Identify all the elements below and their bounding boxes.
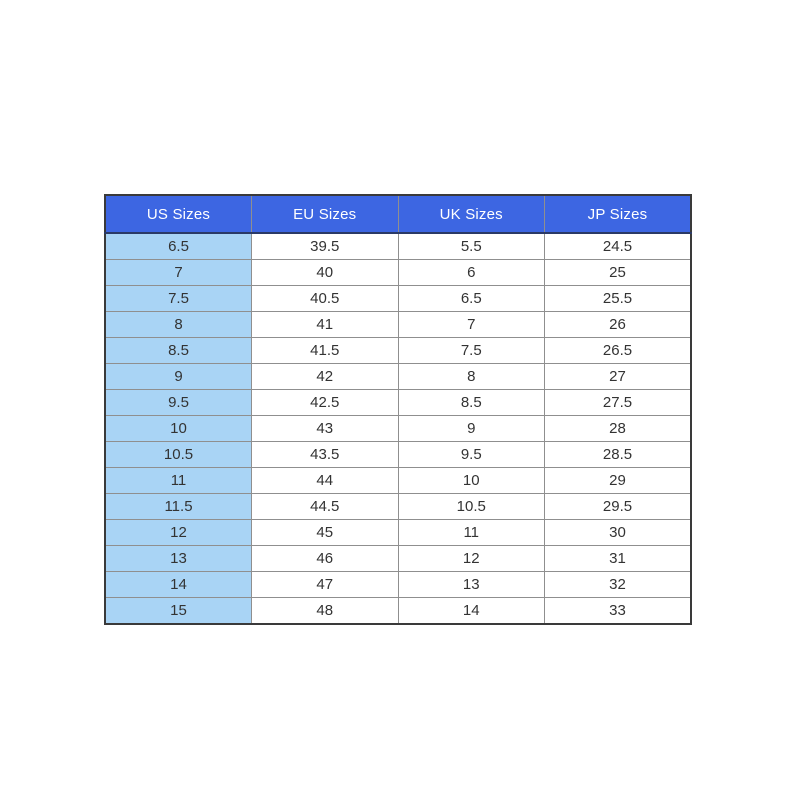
table-cell: 13 [105, 546, 252, 572]
table-cell: 15 [105, 598, 252, 625]
table-row [105, 364, 691, 390]
table-row [105, 546, 691, 572]
table-cell: 25 [545, 260, 692, 286]
table-cell: 7.5 [105, 286, 252, 312]
table-cell: 7 [398, 312, 545, 338]
table-cell: 8 [398, 364, 545, 390]
table-cell: 40 [252, 260, 399, 286]
table-cell: 6.5 [398, 286, 545, 312]
table-cell: 44.5 [252, 494, 399, 520]
table-cell: 43 [252, 416, 399, 442]
table-cell: 8.5 [105, 338, 252, 364]
table-cell: 47 [252, 572, 399, 598]
table-row [105, 416, 691, 442]
table-cell: 45 [252, 520, 399, 546]
size-conversion-table [104, 194, 692, 625]
table-cell: 48 [252, 598, 399, 625]
table-cell: 42 [252, 364, 399, 390]
table-cell: 40.5 [252, 286, 399, 312]
table-cell: 27.5 [545, 390, 692, 416]
table-cell: 31 [545, 546, 692, 572]
table-cell: 13 [398, 572, 545, 598]
table-cell: 27 [545, 364, 692, 390]
table-cell: 10 [105, 416, 252, 442]
column-header-us-sizes: US Sizes [105, 195, 252, 233]
table-cell: 33 [545, 598, 692, 625]
table-cell: 10.5 [398, 494, 545, 520]
table-row [105, 442, 691, 468]
table-cell: 5.5 [398, 233, 545, 260]
table-cell: 43.5 [252, 442, 399, 468]
table-cell: 32 [545, 572, 692, 598]
column-header-uk-sizes: UK Sizes [398, 195, 545, 233]
table-cell: 46 [252, 546, 399, 572]
table-cell: 9.5 [398, 442, 545, 468]
table-cell: 6.5 [105, 233, 252, 260]
table-row [105, 312, 691, 338]
table-cell: 28.5 [545, 442, 692, 468]
table-cell: 9.5 [105, 390, 252, 416]
table-cell: 29.5 [545, 494, 692, 520]
table-cell: 10 [398, 468, 545, 494]
table-row [105, 520, 691, 546]
table-cell: 24.5 [545, 233, 692, 260]
table-cell: 10.5 [105, 442, 252, 468]
table-cell: 9 [398, 416, 545, 442]
table-cell: 26.5 [545, 338, 692, 364]
table-cell: 29 [545, 468, 692, 494]
table-row [105, 286, 691, 312]
table-cell: 8 [105, 312, 252, 338]
table-row [105, 468, 691, 494]
table-row [105, 598, 691, 625]
table-cell: 26 [545, 312, 692, 338]
table-cell: 12 [105, 520, 252, 546]
table-row [105, 338, 691, 364]
table-cell: 30 [545, 520, 692, 546]
table-header [105, 195, 691, 233]
table-cell: 41 [252, 312, 399, 338]
table-row [105, 390, 691, 416]
table-cell: 11.5 [105, 494, 252, 520]
table-row [105, 233, 691, 260]
table-row [105, 494, 691, 520]
size-conversion-table-container [104, 194, 692, 625]
table-cell: 8.5 [398, 390, 545, 416]
table-cell: 14 [105, 572, 252, 598]
table-cell: 41.5 [252, 338, 399, 364]
table-cell: 25.5 [545, 286, 692, 312]
table-cell: 11 [105, 468, 252, 494]
table-row [105, 260, 691, 286]
table-cell: 7 [105, 260, 252, 286]
table-cell: 39.5 [252, 233, 399, 260]
table-row [105, 572, 691, 598]
table-cell: 7.5 [398, 338, 545, 364]
table-cell: 6 [398, 260, 545, 286]
header-row [105, 195, 691, 233]
table-cell: 42.5 [252, 390, 399, 416]
table-body [105, 233, 691, 624]
table-cell: 14 [398, 598, 545, 625]
table-cell: 12 [398, 546, 545, 572]
column-header-jp-sizes: JP Sizes [545, 195, 692, 233]
table-cell: 44 [252, 468, 399, 494]
column-header-eu-sizes: EU Sizes [252, 195, 399, 233]
table-cell: 11 [398, 520, 545, 546]
table-cell: 28 [545, 416, 692, 442]
table-cell: 9 [105, 364, 252, 390]
